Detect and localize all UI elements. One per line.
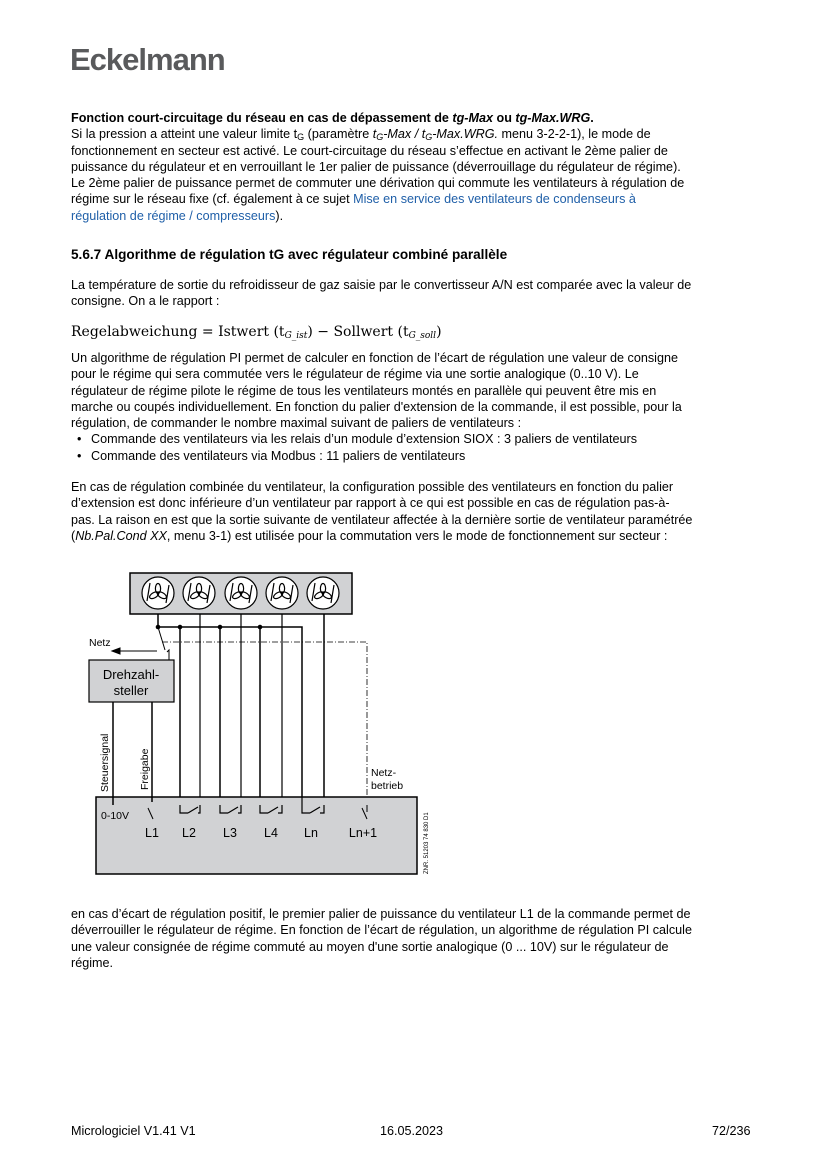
svg-text:Netz-: Netz-	[371, 767, 397, 779]
paragraph-pi-algorithm: Un algorithme de régulation PI permet de calculer en fonction de l’écart de régulation une valeur de consigne pour le régime qui sera commutée vers le régulateur de régime via une sortie analogique (0..10 V). Le régulateur de régime pilote le régime de tous les ventilateurs montés en parallèle qui peuvent être mis en marche ou coupés individuellement. En fonction du palier d'extension de la commande, il est possible, pour la régulation, de commander le nombre maximal suivant de paliers de ventilateurs : • Commande des ventilateurs via les relais d’un module d’extension SIOX : 3 paliers de ventilateurs • Commande des ventilateurs via Modbus : 11 paliers de ventilateurs	[71, 350, 771, 464]
output-label: L4	[264, 826, 278, 840]
label-steuersignal: Steuersignal	[99, 733, 111, 792]
fan-icon	[225, 577, 257, 609]
link-condenser-fans[interactable]: Mise en service des ventilateurs de condenseurs à	[353, 192, 636, 207]
list-item: • Commande des ventilateurs via Modbus : 11 paliers de ventilateurs	[71, 448, 771, 464]
link-condenser-fans-cont[interactable]: régulation de régime / compresseurs	[71, 208, 276, 223]
svg-text:betrieb: betrieb	[371, 780, 404, 792]
footer-page-number: 72/236	[712, 1124, 751, 1138]
list-item: • Commande des ventilateurs via les relais d’un module d’extension SIOX : 3 paliers de ventilateurs	[71, 431, 771, 447]
section-title: 5.6.7 Algorithme de régulation tG avec régulateur combiné parallèle	[71, 247, 508, 262]
output-label: L1	[145, 826, 159, 840]
fan-icon	[266, 577, 298, 609]
footer-date: 16.05.2023	[380, 1124, 444, 1138]
fan-icon	[307, 577, 339, 609]
svg-text:0-10V: 0-10V	[101, 810, 130, 822]
label-netz: Netz	[89, 637, 111, 649]
fan-icon	[142, 577, 174, 609]
fan-icon	[183, 577, 215, 609]
paragraph-combined: En cas de régulation combinée du ventilateur, la configuration possible des ventilateurs en fonction du palier d’extension est donc inférieure d’un ventilateur par rapport à ce qui est possible en cas de régulation pas-à- pas. La raison en est que la sortie suivante de ventilateur affectée à la dernière sortie de ventilateur paramétrée (Nb.Pal.Cond XX, menu 3-1) est utilisée pour la commutation vers le mode de fonctionnement sur secteur :	[71, 480, 693, 543]
output-label: L2	[182, 826, 196, 840]
label-freigabe: Freigabe	[139, 748, 151, 790]
drawing-ref: ZNR. 51203 74 830 D1	[424, 812, 430, 874]
formula: Regelabweichung = Istwert $(t_{G\_ist})$ − Sollwert $(t_{G\_soll})$	[71, 324, 442, 341]
output-label: L3	[223, 826, 237, 840]
output-label: Ln	[304, 826, 318, 840]
paragraph-positive-deviation: en cas d’écart de régulation positif, le premier palier de puissance du ventilateur L1 de la commande permet de déverrouiller le régulateur de régime. En fonction de l’écart de régulation, un algorithme de régulation PI calcule une valeur consignée de régime commuté au moyen d'une sortie analogique (0 ... 10V) sur le régulateur de régime.	[71, 907, 692, 970]
output-label: Ln+1	[348, 826, 378, 840]
svg-text:steller: steller	[113, 683, 149, 698]
eckelmann-logo: Eckelmann	[70, 42, 225, 77]
footer-version: Micrologiciel V1.41 V1	[71, 1124, 196, 1138]
paragraph-intro: La température de sortie du refroidisseur de gaz saisie par le convertisseur A/N est comparée avec la valeur de consigne. On a le rapport :	[71, 278, 692, 309]
svg-text:Drehzahl-: Drehzahl-	[102, 667, 160, 682]
paragraph-netz-shortcircuit: Fonction court-circuitage du réseau en cas de dépassement de tg-Max ou tg-Max.WRG. Si la pression a atteint une valeur limite $t_G$ (paramètre $t_G$-Max / $t_G-Max.WRG$. menu 3-2-2-1), le mode de fonctionnement en secteur est activé. Le court-circuitage du réseau s’effectue en activant le 2ème palier de puissance du régulateur et en verrouillant le 1er palier de puissance (déverrouillage du régulateur de régime). Le 2ème palier de puissance permet de commuter une dérivation qui commute les ventilateurs à régulation de régime sur le réseau fixe (cf. également à ce sujet Mise en service des ventilateurs de condenseurs à régulation de régime / compresseurs).	[71, 110, 771, 224]
paragraph-heading: Fonction court-circuitage du réseau en cas de dépassement de tg-Max ou tg-Max.WRG.	[71, 111, 594, 125]
